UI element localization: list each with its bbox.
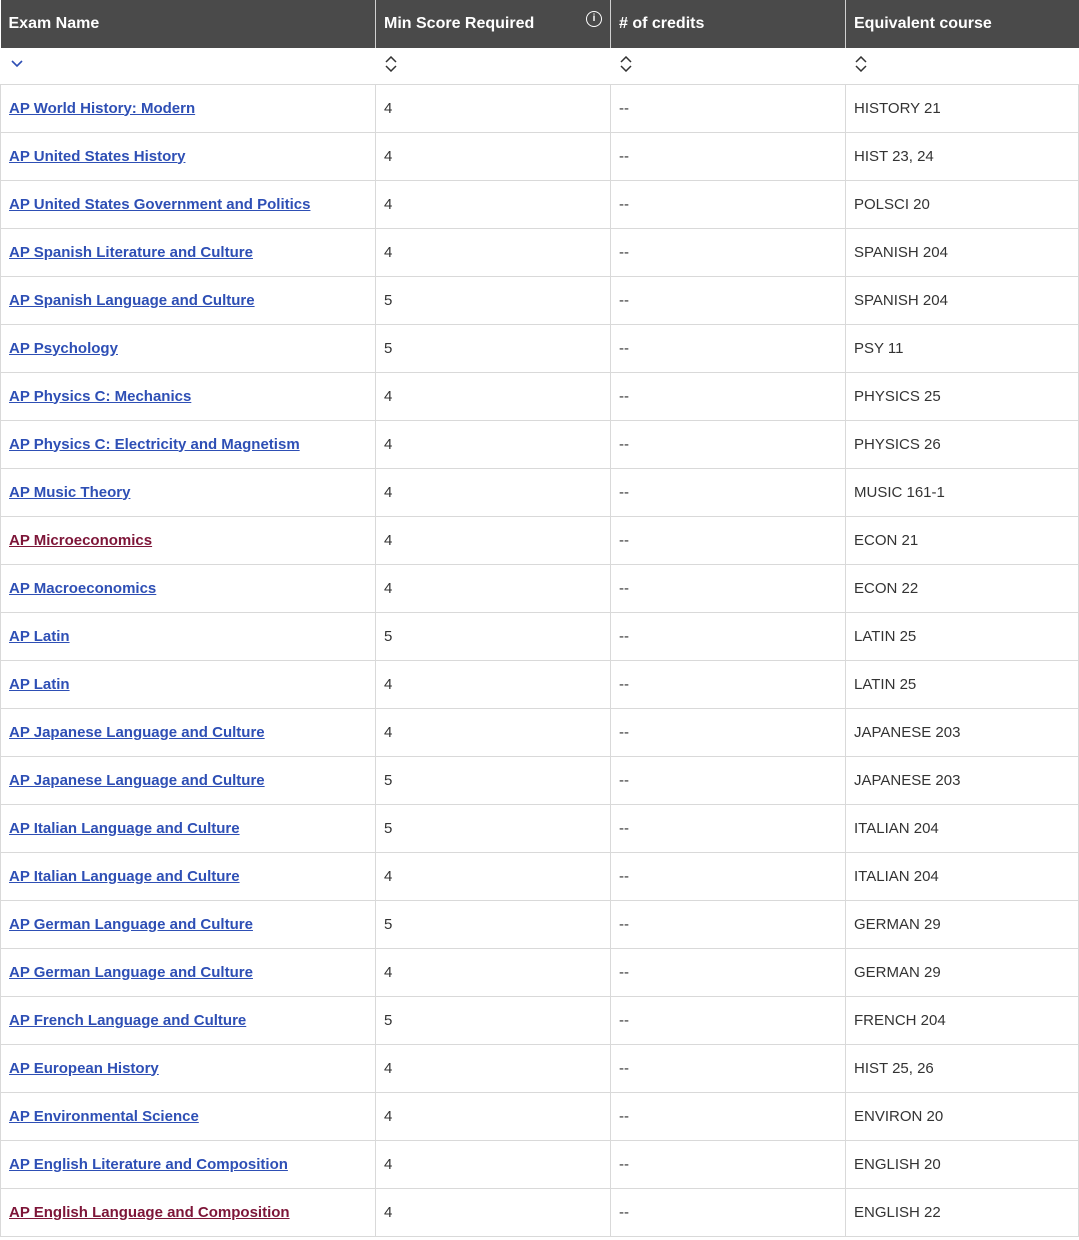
cell-credits: -- [611, 420, 846, 468]
table-row [1, 948, 1079, 996]
cell-min-score: 5 [376, 756, 611, 804]
table-row [1, 276, 1079, 324]
cell-equivalent-course: HIST 23, 24 [846, 132, 1079, 180]
cell-min-score: 4 [376, 372, 611, 420]
cell-equivalent-course: LATIN 25 [846, 612, 1079, 660]
cell-exam-name [1, 804, 376, 852]
table-body [1, 84, 1079, 1236]
cell-equivalent-course: PHYSICS 26 [846, 420, 1079, 468]
exam-link[interactable]: AP Psychology [9, 339, 118, 357]
exam-link[interactable]: AP European History [9, 1059, 159, 1077]
exam-link[interactable]: AP German Language and Culture [9, 915, 253, 933]
table-row [1, 228, 1079, 276]
cell-exam-name [1, 132, 376, 180]
cell-min-score: 4 [376, 468, 611, 516]
header-label: # of credits [619, 15, 705, 32]
cell-equivalent-course: HISTORY 21 [846, 84, 1079, 132]
cell-credits: -- [611, 1092, 846, 1140]
table-row [1, 612, 1079, 660]
exam-link[interactable]: AP Physics C: Electricity and Magnetism [9, 435, 300, 453]
cell-equivalent-course: GERMAN 29 [846, 900, 1079, 948]
cell-min-score: 4 [376, 132, 611, 180]
cell-exam-name [1, 180, 376, 228]
cell-equivalent-course: JAPANESE 203 [846, 756, 1079, 804]
cell-min-score: 4 [376, 1092, 611, 1140]
header-label: Min Score Required [384, 15, 535, 32]
cell-credits: -- [611, 612, 846, 660]
cell-min-score: 4 [376, 516, 611, 564]
exam-link[interactable]: AP Italian Language and Culture [9, 819, 240, 837]
header-label: Exam Name [8, 15, 100, 32]
cell-exam-name [1, 564, 376, 612]
cell-equivalent-course: SPANISH 204 [846, 276, 1079, 324]
cell-min-score: 4 [376, 84, 611, 132]
cell-exam-name [1, 996, 376, 1044]
exam-link[interactable]: AP English Literature and Composition [9, 1155, 288, 1173]
exam-link[interactable]: AP United States Government and Politics [9, 195, 311, 213]
cell-exam-name [1, 228, 376, 276]
cell-credits: -- [611, 852, 846, 900]
table-row [1, 1188, 1079, 1236]
header-equivalent-course[interactable] [846, 0, 1079, 48]
sort-cell-course [846, 48, 1079, 84]
table-row [1, 180, 1079, 228]
exam-link[interactable]: AP French Language and Culture [9, 1011, 247, 1029]
table-row [1, 660, 1079, 708]
cell-min-score: 5 [376, 900, 611, 948]
cell-min-score: 5 [376, 804, 611, 852]
cell-equivalent-course: FRENCH 204 [846, 996, 1079, 1044]
table-row [1, 1092, 1079, 1140]
table-row [1, 708, 1079, 756]
cell-credits: -- [611, 276, 846, 324]
exam-link[interactable]: AP Spanish Language and Culture [9, 291, 255, 309]
cell-exam-name [1, 756, 376, 804]
cell-equivalent-course: MUSIC 161-1 [846, 468, 1079, 516]
cell-equivalent-course: POLSCI 20 [846, 180, 1079, 228]
header-label: Equivalent course [854, 15, 992, 32]
cell-min-score: 5 [376, 276, 611, 324]
header-min-score[interactable] [376, 0, 611, 48]
cell-credits: -- [611, 708, 846, 756]
table-row [1, 996, 1079, 1044]
table-row [1, 372, 1079, 420]
cell-equivalent-course: ECON 22 [846, 564, 1079, 612]
cell-exam-name [1, 324, 376, 372]
cell-exam-name [1, 1188, 376, 1236]
cell-min-score: 4 [376, 564, 611, 612]
table-row [1, 564, 1079, 612]
cell-credits: -- [611, 948, 846, 996]
cell-min-score: 5 [376, 612, 611, 660]
table-row [1, 756, 1079, 804]
cell-exam-name [1, 900, 376, 948]
cell-credits: -- [611, 372, 846, 420]
cell-exam-name [1, 612, 376, 660]
cell-equivalent-course: ENVIRON 20 [846, 1092, 1079, 1140]
exam-link[interactable]: AP World History: Modern [9, 99, 196, 117]
cell-equivalent-course: LATIN 25 [846, 660, 1079, 708]
cell-min-score: 4 [376, 420, 611, 468]
cell-equivalent-course: ITALIAN 204 [846, 804, 1079, 852]
exam-link[interactable]: AP Macroeconomics [9, 579, 157, 597]
cell-min-score: 4 [376, 1188, 611, 1236]
cell-min-score: 4 [376, 180, 611, 228]
table-row [1, 132, 1079, 180]
cell-exam-name [1, 516, 376, 564]
sort-cell-score [376, 48, 611, 84]
exam-link[interactable]: AP German Language and Culture [9, 963, 253, 981]
header-row [1, 0, 1079, 48]
exam-link[interactable]: AP Japanese Language and Culture [9, 771, 265, 789]
cell-min-score: 5 [376, 996, 611, 1044]
table-row [1, 1140, 1079, 1188]
cell-exam-name [1, 660, 376, 708]
cell-exam-name [1, 1092, 376, 1140]
sort-icon[interactable] [384, 56, 398, 72]
cell-exam-name [1, 420, 376, 468]
table-row [1, 420, 1079, 468]
exam-link[interactable]: AP Italian Language and Culture [9, 867, 240, 885]
exam-link[interactable]: AP Latin [9, 675, 70, 693]
cell-credits: -- [611, 132, 846, 180]
cell-equivalent-course: PSY 11 [846, 324, 1079, 372]
cell-min-score: 4 [376, 852, 611, 900]
cell-equivalent-course: ENGLISH 20 [846, 1140, 1079, 1188]
cell-credits: -- [611, 84, 846, 132]
table-row [1, 900, 1079, 948]
sort-icon[interactable] [619, 56, 633, 72]
cell-exam-name [1, 708, 376, 756]
exam-link[interactable]: AP Environmental Science [9, 1107, 199, 1125]
header-credits[interactable] [611, 0, 846, 48]
cell-equivalent-course: ECON 21 [846, 516, 1079, 564]
cell-credits: -- [611, 756, 846, 804]
sort-row [1, 48, 1079, 84]
cell-exam-name [1, 852, 376, 900]
cell-credits: -- [611, 900, 846, 948]
cell-credits: -- [611, 468, 846, 516]
cell-credits: -- [611, 1044, 846, 1092]
cell-min-score: 4 [376, 1044, 611, 1092]
cell-equivalent-course: JAPANESE 203 [846, 708, 1079, 756]
cell-equivalent-course: GERMAN 29 [846, 948, 1079, 996]
info-icon[interactable]: i [586, 11, 602, 27]
cell-equivalent-course: PHYSICS 25 [846, 372, 1079, 420]
cell-credits: -- [611, 660, 846, 708]
cell-exam-name [1, 1140, 376, 1188]
table-row [1, 324, 1079, 372]
table-row [1, 1044, 1079, 1092]
cell-credits: -- [611, 180, 846, 228]
cell-equivalent-course: HIST 25, 26 [846, 1044, 1079, 1092]
table-row [1, 516, 1079, 564]
cell-credits: -- [611, 516, 846, 564]
table-row [1, 852, 1079, 900]
exam-link[interactable]: AP Physics C: Mechanics [9, 387, 192, 405]
header-exam-name[interactable] [1, 0, 376, 48]
table-row [1, 804, 1079, 852]
cell-exam-name [1, 1044, 376, 1092]
exam-link[interactable]: AP Spanish Literature and Culture [9, 243, 253, 261]
exam-link[interactable]: AP Japanese Language and Culture [9, 723, 265, 741]
exam-link[interactable]: AP Music Theory [9, 483, 131, 501]
cell-exam-name [1, 372, 376, 420]
cell-min-score: 4 [376, 948, 611, 996]
exam-link[interactable]: AP English Language and Composition [9, 1203, 290, 1221]
cell-equivalent-course: ENGLISH 22 [846, 1188, 1079, 1236]
cell-min-score: 4 [376, 660, 611, 708]
sort-cell-exam [1, 48, 376, 84]
cell-exam-name [1, 468, 376, 516]
sort-cell-credits [611, 48, 846, 84]
cell-exam-name [1, 276, 376, 324]
table-row [1, 468, 1079, 516]
exam-link[interactable]: AP Latin [9, 627, 70, 645]
cell-min-score: 5 [376, 324, 611, 372]
cell-credits: -- [611, 324, 846, 372]
exam-link[interactable]: AP United States History [9, 147, 186, 165]
cell-credits: -- [611, 564, 846, 612]
cell-credits: -- [611, 804, 846, 852]
cell-equivalent-course: SPANISH 204 [846, 228, 1079, 276]
cell-exam-name [1, 948, 376, 996]
cell-min-score: 4 [376, 1140, 611, 1188]
table-row [1, 84, 1079, 132]
cell-credits: -- [611, 228, 846, 276]
cell-credits: -- [611, 1188, 846, 1236]
cell-exam-name [1, 84, 376, 132]
chevron-down-icon[interactable] [9, 58, 25, 70]
cell-min-score: 4 [376, 708, 611, 756]
sort-icon[interactable] [854, 56, 868, 72]
cell-credits: -- [611, 996, 846, 1044]
cell-equivalent-course: ITALIAN 204 [846, 852, 1079, 900]
cell-min-score: 4 [376, 228, 611, 276]
cell-credits: -- [611, 1140, 846, 1188]
exam-link[interactable]: AP Microeconomics [9, 531, 153, 549]
